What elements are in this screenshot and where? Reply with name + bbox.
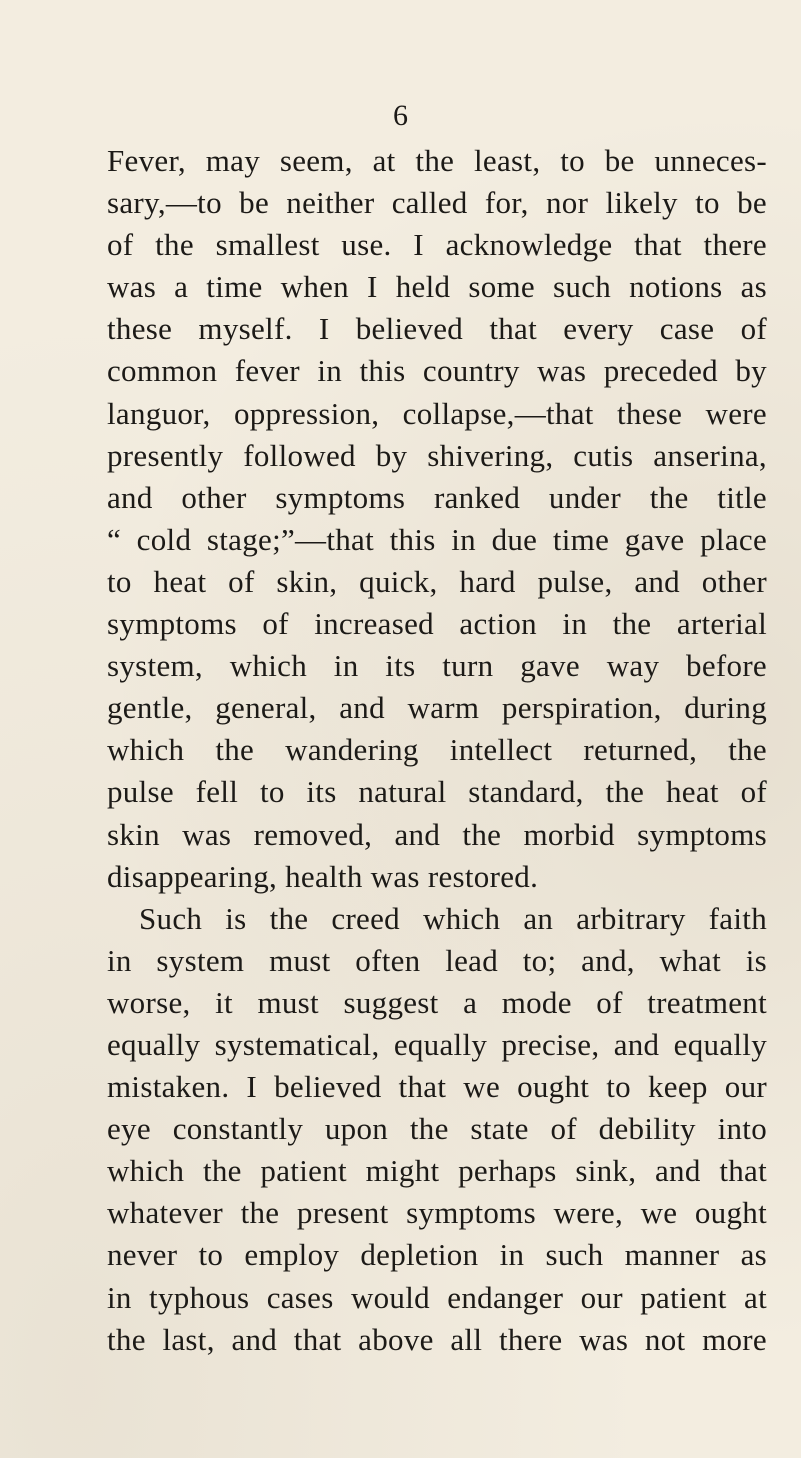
text-line: the last, and that above all there was not more — [107, 1321, 767, 1357]
text-line: mistaken. I believed that we ought to keep our — [107, 1069, 767, 1105]
text-line: which the wandering intellect returned, the — [107, 732, 767, 768]
text-line: and other symptoms ranked under the title — [107, 479, 767, 515]
text-line: gentle, general, and warm perspiration, during — [107, 690, 767, 726]
text-line: of the smallest use. I acknowledge that there — [107, 227, 767, 263]
text-line: eye constantly upon the state of debility into — [107, 1111, 767, 1147]
text-line: to heat of skin, quick, hard pulse, and other — [107, 563, 767, 599]
text-line: which the patient might perhaps sink, and that — [107, 1153, 767, 1189]
text-line: was a time when I held some such notions as — [107, 269, 767, 305]
text-line: pulse fell to its natural standard, the heat of — [107, 774, 767, 810]
text-line: system, which in its turn gave way before — [107, 648, 767, 684]
text-line: equally systematical, equally precise, and equally — [107, 1026, 767, 1062]
text-line: in system must often lead to; and, what is — [107, 942, 767, 978]
text-line: presently followed by shivering, cutis anserina, — [107, 437, 767, 473]
text-line: languor, oppression, collapse,—that these were — [107, 395, 767, 431]
text-line: sary,—to be neither called for, nor likely to be — [107, 185, 767, 221]
text-line: in typhous cases would endanger our patient at — [107, 1279, 767, 1315]
text-line: “ cold stage;”—that this in due time gave place — [107, 521, 767, 557]
text-line: Fever, may seem, at the least, to be unneces- — [107, 143, 767, 178]
text-line: worse, it must suggest a mode of treatment — [107, 984, 767, 1020]
text-line: skin was removed, and the morbid symptoms — [107, 816, 767, 852]
text-line: never to employ depletion in such manner as — [107, 1237, 767, 1273]
text-line: these myself. I believed that every case of — [107, 311, 767, 347]
text-line: common fever in this country was preceded by — [107, 353, 767, 389]
text-line: symptoms of increased action in the arterial — [107, 606, 767, 642]
body-text — [107, 140, 767, 1361]
text-line: whatever the present symptoms were, we ought — [107, 1195, 767, 1231]
page-number: 6 — [393, 99, 408, 132]
text-line: disappearing, health was restored. — [107, 858, 539, 894]
text-line: Such is the creed which an arbitrary faith — [139, 900, 767, 936]
